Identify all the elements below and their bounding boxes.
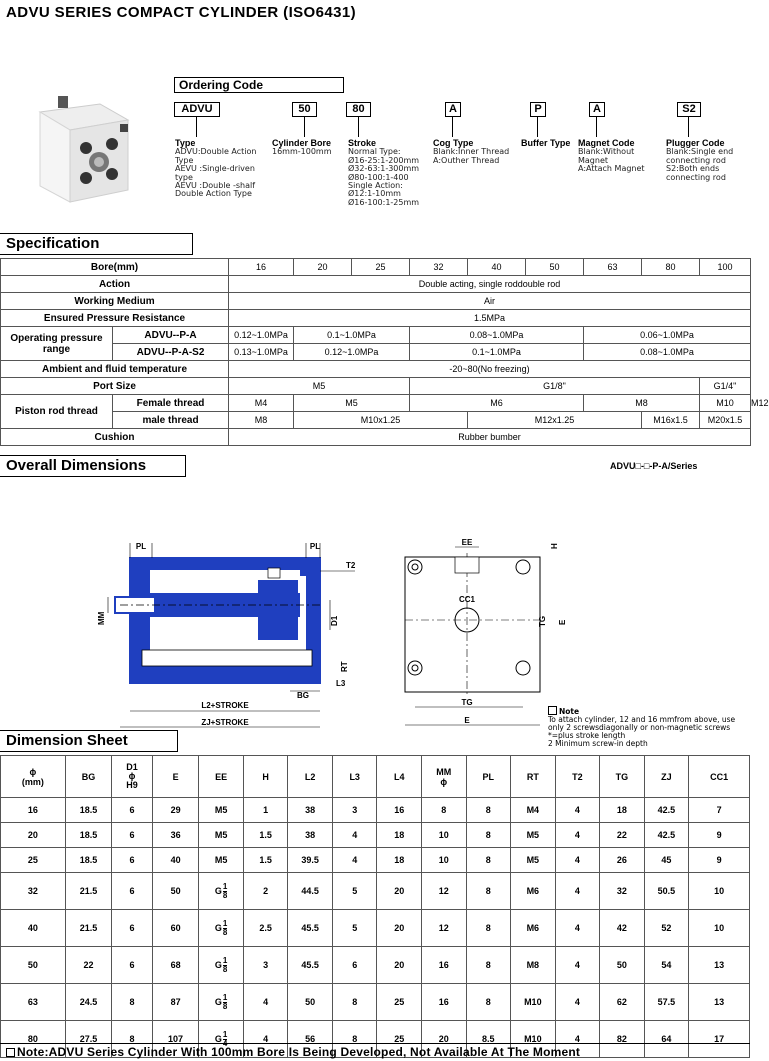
cell-bg: 18.5 <box>65 798 112 823</box>
cell-bg: 18.5 <box>65 848 112 873</box>
cell-l2: 45.5 <box>288 947 333 984</box>
spec-action-row: Action Double acting, single roddouble rod <box>1 276 751 293</box>
cell-ee: G 1 4 <box>199 1021 244 1058</box>
cell-bore: 25 <box>1 848 66 873</box>
cell-l3: 8 <box>332 984 377 1021</box>
cell-l2: 44.5 <box>288 873 333 910</box>
table-row <box>1 823 750 848</box>
footnote: Note:ADVU Series Cylinder With 100mm Bore Is Being Developed, Not Available At The Moment <box>0 1043 750 1061</box>
cell-rt: M4 <box>511 798 556 823</box>
ordering-code-heading: Ordering Code <box>174 77 344 93</box>
cell-ee: G 1 8 <box>199 873 244 910</box>
cell-bg: 21.5 <box>65 910 112 947</box>
cell-tg: 62 <box>600 984 645 1021</box>
cell-d1: 6 <box>112 947 152 984</box>
end-view-drawing <box>395 535 570 730</box>
cell-d1: 8 <box>112 984 152 1021</box>
cell-l4: 25 <box>377 1021 422 1058</box>
table-row <box>1 798 750 823</box>
cell-cc1: 17 <box>689 1021 750 1058</box>
cell-h: 2 <box>243 873 288 910</box>
cell-tg: 18 <box>600 798 645 823</box>
cell-l3: 6 <box>332 947 377 984</box>
cell-bg: 21.5 <box>65 873 112 910</box>
cell-cc1: 13 <box>689 947 750 984</box>
spec-op-row-1: Operating pressure range ADVU--P-A 0.12~1.0MPa 0.1~1.0MPa 0.08~1.0MPa 0.06~1.0MPa <box>1 327 751 344</box>
cell-bore: 63 <box>1 984 66 1021</box>
desc-type: Type ADVU:Double Action Type AEVU :Single-driven type AEVU :Double -shalf Double Action Type <box>175 138 257 199</box>
cell-e: 36 <box>152 823 199 848</box>
spec-temp-row: Ambient and fluid temperature -20~80(No freezing) <box>1 361 751 378</box>
cell-rt: M5 <box>511 823 556 848</box>
cell-l3: 3 <box>332 798 377 823</box>
overall-heading: Overall Dimensions <box>0 455 186 477</box>
cell-tg: 42 <box>600 910 645 947</box>
cell-mm: 10 <box>422 823 467 848</box>
lbl-e-vert: E <box>558 619 567 625</box>
cell-bore: 16 <box>1 798 66 823</box>
lbl-pl-2: PL <box>309 542 321 551</box>
lbl-bg: BG <box>297 691 309 700</box>
cell-l2: 50 <box>288 984 333 1021</box>
cell-l4: 25 <box>377 984 422 1021</box>
lbl-cc1: CC1 <box>458 595 476 604</box>
table-row <box>1 984 750 1021</box>
dimension-table <box>0 755 750 1058</box>
cell-d1: 6 <box>112 823 152 848</box>
code-plugger: S2 <box>677 102 701 117</box>
cell-pl: 8 <box>466 798 511 823</box>
cell-zj: 64 <box>644 1021 689 1058</box>
table-row <box>1 873 750 910</box>
dimsheet-heading: Dimension Sheet <box>0 730 178 752</box>
cell-l2: 45.5 <box>288 910 333 947</box>
lbl-tg: TG <box>461 698 473 707</box>
cell-rt: M6 <box>511 873 556 910</box>
cell-bore: 80 <box>1 1021 66 1058</box>
cell-h: 2.5 <box>243 910 288 947</box>
cell-rt: M8 <box>511 947 556 984</box>
cell-l3: 5 <box>332 910 377 947</box>
spec-cushion-row: Cushion Rubber bumber <box>1 429 751 446</box>
cell-l4: 20 <box>377 910 422 947</box>
cell-e: 60 <box>152 910 199 947</box>
cell-h: 1.5 <box>243 823 288 848</box>
cell-h: 3 <box>243 947 288 984</box>
code-cog: A <box>445 102 461 117</box>
lbl-mm: MM <box>97 611 106 625</box>
desc-cog: Cog Type Blank:Inner Thread A:Outher Thread <box>433 138 510 165</box>
cell-zj: 42.5 <box>644 798 689 823</box>
series-label: ADVU□-□-P-A/Series <box>610 461 698 471</box>
cell-t2: 4 <box>555 873 600 910</box>
cell-tg: 22 <box>600 823 645 848</box>
cell-mm: 16 <box>422 947 467 984</box>
cell-d1: 6 <box>112 798 152 823</box>
spec-op-row-2: ADVU--P-A-S2 0.13~1.0MPa 0.12~1.0MPa 0.1~1.0MPa 0.08~1.0MPa <box>1 344 751 361</box>
cell-t2: 4 <box>555 947 600 984</box>
lbl-d1: D1 <box>330 615 339 626</box>
cell-t2: 4 <box>555 848 600 873</box>
cell-bore: 40 <box>1 910 66 947</box>
cell-t2: 4 <box>555 823 600 848</box>
cell-ee: M5 <box>199 798 244 823</box>
cell-tg: 32 <box>600 873 645 910</box>
cell-pl: 8 <box>466 984 511 1021</box>
desc-plugger: Plugger Code Blank:Single end connecting rod S2:Both ends connecting rod <box>666 138 734 182</box>
cell-l4: 18 <box>377 848 422 873</box>
lbl-zj-stroke: ZJ+STROKE <box>201 718 249 727</box>
table-row <box>1 910 750 947</box>
cell-l4: 16 <box>377 798 422 823</box>
cell-l2: 39.5 <box>288 848 333 873</box>
lbl-pl-1: PL <box>135 542 147 551</box>
spec-heading: Specification <box>0 233 193 255</box>
spec-bore-row: Bore(mm) 16 20 25 32 40 50 63 80 100 <box>1 259 751 276</box>
cell-rt: M5 <box>511 848 556 873</box>
cell-zj: 42.5 <box>644 823 689 848</box>
table-row <box>1 848 750 873</box>
cell-zj: 50.5 <box>644 873 689 910</box>
cell-bore: 32 <box>1 873 66 910</box>
cell-e: 40 <box>152 848 199 873</box>
cell-cc1: 9 <box>689 823 750 848</box>
cell-zj: 57.5 <box>644 984 689 1021</box>
cell-rt: M10 <box>511 1021 556 1058</box>
cell-rt: M10 <box>511 984 556 1021</box>
spec-table <box>0 258 769 446</box>
lbl-t2: T2 <box>346 561 356 570</box>
cell-cc1: 13 <box>689 984 750 1021</box>
code-buffer: P <box>530 102 546 117</box>
cell-ee: M5 <box>199 848 244 873</box>
cell-pl: 8 <box>466 910 511 947</box>
code-bore: 50 <box>292 102 317 117</box>
cell-l3: 4 <box>332 848 377 873</box>
cell-cc1: 9 <box>689 848 750 873</box>
cell-h: 1 <box>243 798 288 823</box>
cell-pl: 8 <box>466 873 511 910</box>
desc-buffer: Buffer Type <box>521 138 571 148</box>
cell-e: 68 <box>152 947 199 984</box>
cell-l2: 38 <box>288 823 333 848</box>
cell-bg: 27.5 <box>65 1021 112 1058</box>
cell-zj: 54 <box>644 947 689 984</box>
cell-l2: 38 <box>288 798 333 823</box>
spec-medium-row: Working Medium Air <box>1 293 751 310</box>
cell-tg: 50 <box>600 947 645 984</box>
cell-d1: 6 <box>112 873 152 910</box>
cell-mm: 16 <box>422 984 467 1021</box>
spec-port-row: Port Size M5 G1/8" G1/4" <box>1 378 751 395</box>
cell-zj: 52 <box>644 910 689 947</box>
cell-t2: 4 <box>555 910 600 947</box>
cell-h: 4 <box>243 1021 288 1058</box>
table-row <box>1 947 750 984</box>
dim-header-row: ϕ (mm) BG D1 ϕ H9 E EE H L2 L3 L4 MM ϕ PL RT T2 TG ZJ CC1 <box>1 756 750 798</box>
desc-stroke: Stroke Normal Type: Ø16-25:1-200mm Ø32-63:1-300mm Ø80-100:1-400 Single Action: Ø12:1-10mm Ø16-100:1-25mm <box>348 138 420 207</box>
cell-mm: 12 <box>422 910 467 947</box>
cell-l3: 8 <box>332 1021 377 1058</box>
cell-e: 107 <box>152 1021 199 1058</box>
cell-pl: 8 <box>466 823 511 848</box>
cell-cc1: 7 <box>689 798 750 823</box>
cell-bg: 22 <box>65 947 112 984</box>
cell-t2: 4 <box>555 798 600 823</box>
cell-ee: G 1 8 <box>199 984 244 1021</box>
cell-l4: 20 <box>377 873 422 910</box>
lbl-l2-stroke: L2+STROKE <box>201 701 249 710</box>
cell-t2: 4 <box>555 984 600 1021</box>
side-view-drawing <box>90 535 390 730</box>
spec-male-row: male thread M8 M10x1.25 M12x1.25 M16x1.5 M20x1.5 <box>1 412 751 429</box>
spec-female-row: Piston rod thread Female thread M4 M5 M6 M8 M10 M12 <box>1 395 751 412</box>
lbl-rt: RT <box>340 661 349 672</box>
cell-pl: 8 <box>466 947 511 984</box>
cell-mm: 10 <box>422 848 467 873</box>
cell-mm: 8 <box>422 798 467 823</box>
lbl-h: H <box>550 543 559 549</box>
cell-l4: 20 <box>377 947 422 984</box>
code-stroke: 80 <box>346 102 371 117</box>
cell-l3: 4 <box>332 823 377 848</box>
page-title: ADVU SERIES COMPACT CYLINDER (ISO6431) <box>6 4 356 21</box>
lbl-e: E <box>464 716 470 725</box>
cell-t2: 4 <box>555 1021 600 1058</box>
cell-l4: 18 <box>377 823 422 848</box>
cell-e: 29 <box>152 798 199 823</box>
code-magnet: A <box>589 102 605 117</box>
cell-d1: 8 <box>112 1021 152 1058</box>
desc-magnet: Magnet Code Blank:Without Magnet A:Attach Magnet <box>578 138 645 174</box>
cell-bore: 50 <box>1 947 66 984</box>
code-type: ADVU <box>174 102 220 117</box>
cell-e: 50 <box>152 873 199 910</box>
cell-bore: 20 <box>1 823 66 848</box>
cell-pl: 8.5 <box>466 1021 511 1058</box>
cell-ee: G 1 8 <box>199 910 244 947</box>
cell-h: 4 <box>243 984 288 1021</box>
cell-cc1: 10 <box>689 910 750 947</box>
product-image <box>0 90 165 210</box>
cell-bg: 24.5 <box>65 984 112 1021</box>
cell-tg: 82 <box>600 1021 645 1058</box>
spec-pressure-row: Ensured Pressure Resistance 1.5MPa <box>1 310 751 327</box>
cell-cc1: 10 <box>689 873 750 910</box>
cell-rt: M6 <box>511 910 556 947</box>
cell-bg: 18.5 <box>65 823 112 848</box>
cell-d1: 6 <box>112 848 152 873</box>
lbl-tg-vert: TG <box>538 615 547 627</box>
desc-bore: Cylinder Bore 16mm-100mm <box>272 138 332 157</box>
cell-l3: 5 <box>332 873 377 910</box>
cell-zj: 45 <box>644 848 689 873</box>
lbl-l3: L3 <box>336 679 346 688</box>
cell-mm: 12 <box>422 873 467 910</box>
cell-d1: 6 <box>112 910 152 947</box>
cell-ee: G 1 8 <box>199 947 244 984</box>
lbl-ee: EE <box>461 538 473 547</box>
cell-tg: 26 <box>600 848 645 873</box>
cell-h: 1.5 <box>243 848 288 873</box>
cell-l2: 56 <box>288 1021 333 1058</box>
cell-mm: 20 <box>422 1021 467 1058</box>
drawing-note: Note To attach cylinder, 12 and 16 mmfrom above, use only 2 screwsdiagonally or non-magnetic screws *=plus stroke length 2 Minimum screw-in depth <box>548 707 736 748</box>
cell-pl: 8 <box>466 848 511 873</box>
cell-e: 87 <box>152 984 199 1021</box>
cell-ee: M5 <box>199 823 244 848</box>
